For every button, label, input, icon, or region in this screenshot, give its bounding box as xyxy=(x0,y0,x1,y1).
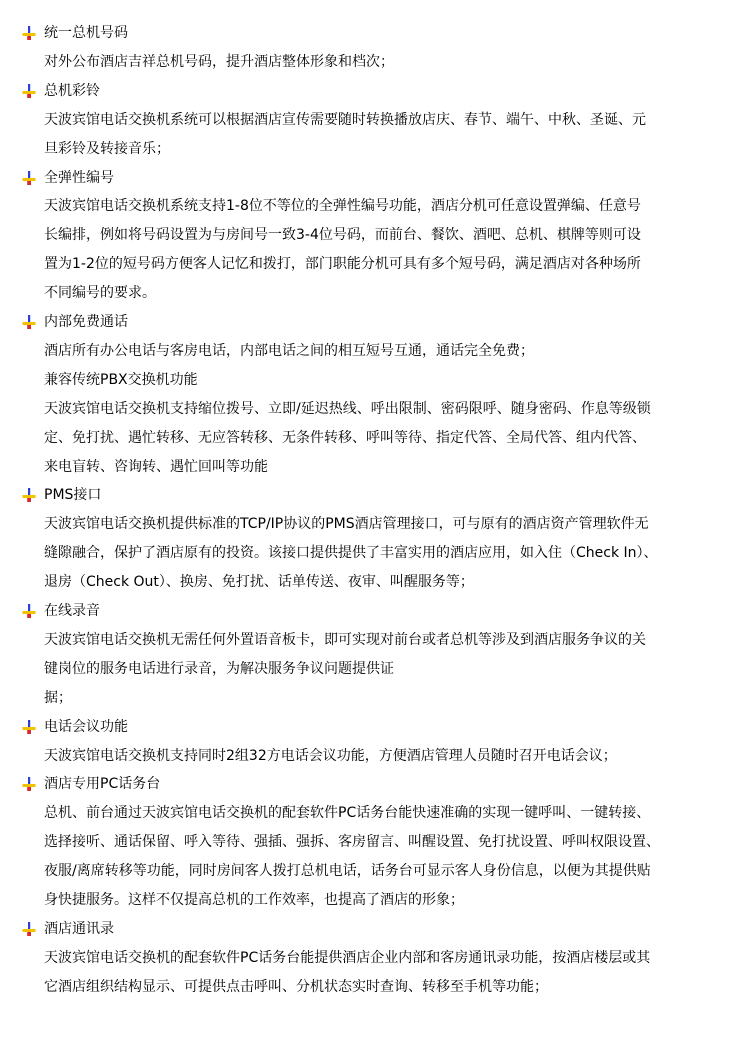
paragraph-line: 长编排，例如将号码设置为与房间号一致3-4位号码，而前台、餐饮、酒吧、总机、棋牌等则可设 xyxy=(44,227,641,244)
paragraph-line: 天波宾馆电话交换机支持同时2组32方电话会议功能，方便酒店管理人员随时召开电话会议； xyxy=(44,747,617,764)
section-heading xyxy=(0,716,740,738)
pushpin-icon xyxy=(22,488,36,502)
section-title: 电话会议功能 xyxy=(44,718,128,735)
paragraph-line: 退房（Check Out）、换房、免打扰、话单传送、夜审、叫醒服务等； xyxy=(44,574,474,591)
paragraph-line: 旦彩铃及转接音乐； xyxy=(44,140,170,157)
section-title: 统一总机号码 xyxy=(44,25,128,41)
section-heading xyxy=(0,773,740,795)
paragraph-line: 置为1-2位的短号码方便客人记忆和拨打，部门职能分机可具有多个短号码，满足酒店对各种场所 xyxy=(44,256,641,273)
section-heading xyxy=(0,167,740,189)
section-title: 全弹性编号 xyxy=(44,169,114,186)
section-title: 酒店专用PC话务台 xyxy=(44,776,161,793)
paragraph-line: 缝隙融合，保护了酒店原有的投资。该接口提供提供了丰富实用的酒店应用，如入住（Check In）、 xyxy=(44,545,658,562)
pushpin-icon xyxy=(22,604,36,618)
paragraph-line: 它酒店组织结构显示、可提供点击呼叫、分机状态实时查询、转移至手机等功能； xyxy=(44,978,548,995)
section-heading xyxy=(0,918,740,940)
paragraph-line: 来电盲转、咨询转、遇忙回叫等功能 xyxy=(44,458,268,475)
section-title: 酒店通讯录 xyxy=(44,920,114,937)
paragraph-line: 选择接听、通话保留、呼入等待、强插、强拆、客房留言、叫醒设置、免打扰设置、呼叫权限设置、 xyxy=(44,834,660,851)
paragraph-line: 夜服/离席转移等功能，同时房间客人拨打总机电话，话务台可显示客人身份信息，以便为其提供贴 xyxy=(44,863,651,880)
paragraph-line: 天波宾馆电话交换机系统支持1-8位不等位的全弹性编号功能，酒店分机可任意设置弹编、任意号 xyxy=(44,198,641,215)
pushpin-icon xyxy=(22,84,36,98)
section-heading xyxy=(0,80,740,102)
paragraph-line: 总机、前台通过天波宾馆电话交换机的配套软件PC话务台能快速准确的实现一键呼叫、一键转接、 xyxy=(44,805,651,822)
pushpin-icon xyxy=(22,171,36,185)
pushpin-icon xyxy=(22,315,36,329)
section-heading xyxy=(0,22,740,44)
section-heading xyxy=(0,311,740,333)
pushpin-icon xyxy=(22,777,36,791)
paragraph-line: 天波宾馆电话交换机提供标准的TCP/IP协议的PMS酒店管理接口，可与原有的酒店资产管理软件无 xyxy=(44,516,649,533)
section-title: 在线录音 xyxy=(44,603,100,619)
paragraph-line: 不同编号的要求。 xyxy=(44,285,156,302)
paragraph-line: 身快捷服务。这样不仅提高总机的工作效率，也提高了酒店的形象； xyxy=(44,892,464,908)
paragraph-line: 酒店所有办公电话与客房电话，内部电话之间的相互短号互通，通话完全免费； xyxy=(44,342,534,359)
paragraph-line: 天波宾馆电话交换机支持缩位拨号、立即/延迟热线、呼出限制、密码限呼、随身密码、作息等级锁 xyxy=(44,400,651,417)
paragraph-line: 天波宾馆电话交换机的配套软件PC话务台能提供酒店企业内部和客房通讯录功能，按酒店楼层或其 xyxy=(44,949,651,966)
paragraph-line: 据； xyxy=(44,689,72,706)
paragraph-line: 键岗位的服务电话进行录音，为解决服务争议问题提供证 xyxy=(44,660,394,677)
section-heading xyxy=(0,484,740,506)
paragraph-line: 天波宾馆电话交换机无需任何外置语音板卡，即可实现对前台或者总机等涉及到酒店服务争议的关 xyxy=(44,631,646,648)
section-title: 总机彩铃 xyxy=(44,82,100,99)
pushpin-icon xyxy=(22,922,36,936)
paragraph-line: 定、免打扰、遇忙转移、无应答转移、无条件转移、呼叫等待、指定代答、全局代答、组内代答、 xyxy=(44,429,646,446)
section-title: 内部免费通话 xyxy=(44,314,128,330)
paragraph-line: 天波宾馆电话交换机系统可以根据酒店宣传需要随时转换播放店庆、春节、端午、中秋、圣诞、元 xyxy=(44,111,646,128)
paragraph-line: 对外公布酒店吉祥总机号码，提升酒店整体形象和档次； xyxy=(44,53,394,70)
pushpin-icon xyxy=(22,720,36,734)
section-heading xyxy=(0,600,740,622)
section-title: PMS接口 xyxy=(44,487,102,504)
paragraph-line: 兼容传统PBX交换机功能 xyxy=(44,371,198,388)
pushpin-icon xyxy=(22,26,36,40)
